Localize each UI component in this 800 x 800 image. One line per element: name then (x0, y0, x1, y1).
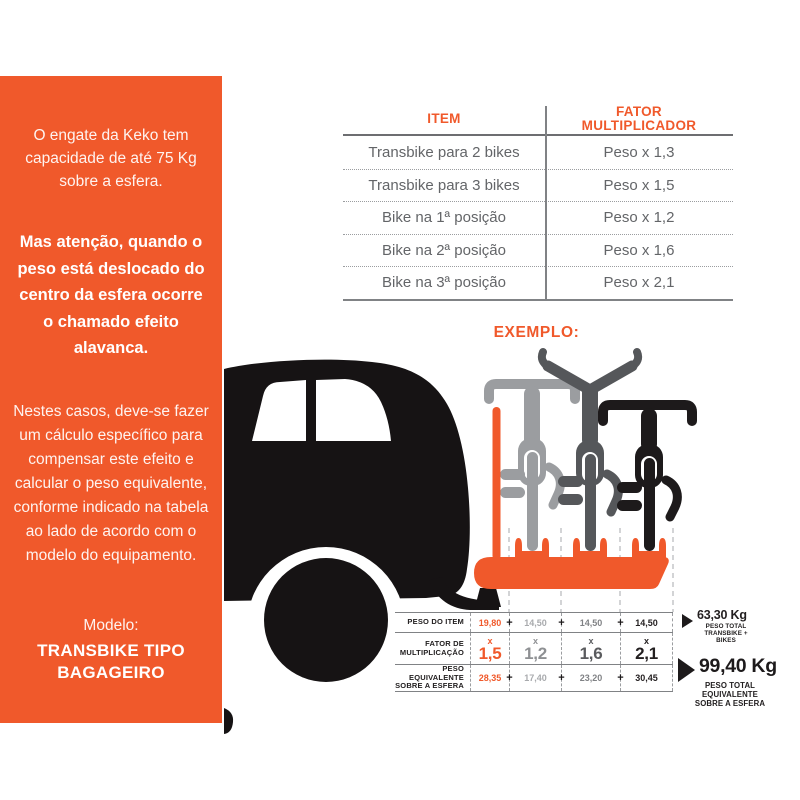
tow-hitch-pedestal (475, 588, 501, 607)
front-wheel-sliver (224, 708, 233, 734)
item-cell: Transbike para 3 bikes (368, 176, 520, 194)
item-cell: Bike na 2ª posição (382, 241, 506, 259)
item-cell: Bike na 3ª posição (382, 274, 506, 292)
multiply-sign: x (643, 635, 649, 646)
rear-wheel (264, 558, 388, 682)
example-heading: EXEMPLO: (493, 324, 580, 341)
total-equivalent-result (678, 655, 782, 708)
example-calculation-table (395, 612, 673, 692)
bike2-weight-cell: + 14,50 (561, 613, 620, 632)
bike3-factor-cell: x 2,1 (620, 633, 673, 664)
item-weight-row (395, 613, 673, 633)
bike-2-pedal (558, 476, 583, 487)
item-cell: Transbike para 2 bikes (368, 143, 520, 161)
bike3-weight-cell: + 14,50 (620, 613, 673, 632)
rack-platform (474, 557, 669, 589)
bike-1-illustration (489, 384, 575, 551)
factor-cell: Peso x 1,5 (603, 176, 675, 194)
bike-3-pedal (617, 482, 642, 493)
rack-equivalent-cell: 28,35 (470, 665, 509, 691)
row-label: PESO DO ITEM (407, 617, 464, 627)
plus-icon: + (506, 616, 513, 629)
item-cell: Bike na 1ª posição (382, 209, 506, 227)
bike-2-stem (582, 384, 598, 448)
bike-1-pedal (500, 469, 525, 480)
model-label: Modelo: (83, 616, 139, 634)
rack-weight-cell: 19,80 (470, 613, 509, 632)
bike-2-crank (607, 474, 618, 512)
bike1-weight-cell: + 14,50 (509, 613, 561, 632)
plus-icon: + (558, 616, 565, 629)
bike1-equivalent-cell: + 17,40 (509, 665, 561, 691)
multiplication-factor-row (395, 633, 673, 665)
lever-effect-warning-text: Mas atenção, quando o peso está deslocado do centro da esfera ocorre o chamado efeito alavanca. (17, 233, 205, 357)
bike3-equivalent-cell: + 30,45 (620, 665, 673, 691)
rack-mast (493, 407, 501, 560)
plus-icon: + (558, 671, 565, 684)
total-weight-value: 63,30 Kg (697, 608, 747, 622)
factor-cell: Peso x 1,6 (603, 241, 675, 259)
total-equivalent-value: 99,40 Kg (699, 655, 777, 677)
multiply-sign: x (588, 635, 594, 646)
total-equivalent-caption: PESO TOTAL EQUIVALENTE SOBRE A ESFERA (694, 681, 766, 708)
factor-cell: Peso x 1,3 (603, 143, 675, 161)
arrow-right-icon (678, 658, 695, 682)
capacity-intro-text: O engate da Keko tem capacidade de até 75 Kg sobre a esfera. (25, 127, 197, 190)
row-label: PESO EQUIVALENTE SOBRE A ESFERA (395, 664, 464, 691)
row-label: FATOR DE MULTIPLICAÇÃO (399, 639, 464, 657)
plus-icon: + (617, 616, 624, 629)
bike-1-pedal (500, 487, 525, 498)
bike2-equivalent-cell: + 23,20 (561, 665, 620, 691)
equivalent-weight-row (395, 665, 673, 692)
multiply-sign: x (487, 635, 493, 646)
total-weight-caption: PESO TOTAL TRANSBIKE + BIKES (704, 623, 748, 645)
multiply-sign: x (532, 635, 538, 646)
bike-3-crank (666, 480, 677, 517)
bike-1-front-wheel (527, 452, 538, 551)
bike2-factor-cell: x 1,6 (561, 633, 620, 664)
bike-3-front-wheel (644, 458, 655, 551)
model-name: TRANSBIKE TIPO BAGAGEIRO (37, 640, 185, 682)
column-header-factor: FATOR MULTIPLICADOR (581, 104, 697, 133)
plus-icon: + (617, 671, 624, 684)
bike-2-front-wheel (585, 454, 596, 551)
rack-factor-cell: x 1,5 (470, 633, 509, 664)
factor-cell: Peso x 2,1 (603, 274, 675, 292)
total-weight-result (682, 608, 757, 645)
plus-icon: + (506, 671, 513, 684)
column-header-item: ITEM (427, 110, 461, 126)
bike1-factor-cell: x 1,2 (509, 633, 561, 664)
calculation-explanation-text: Nestes casos, deve-se fazer um cálculo específico para compensar este efeito e calcular o peso equivalente, conforme indicado na tabela ao lado de acordo com o modelo do equipamento. (13, 402, 209, 564)
factor-cell: Peso x 1,2 (603, 209, 675, 227)
bike-2-pedal (558, 494, 583, 505)
arrow-right-icon (682, 614, 693, 628)
bike-3-pedal (617, 500, 642, 511)
